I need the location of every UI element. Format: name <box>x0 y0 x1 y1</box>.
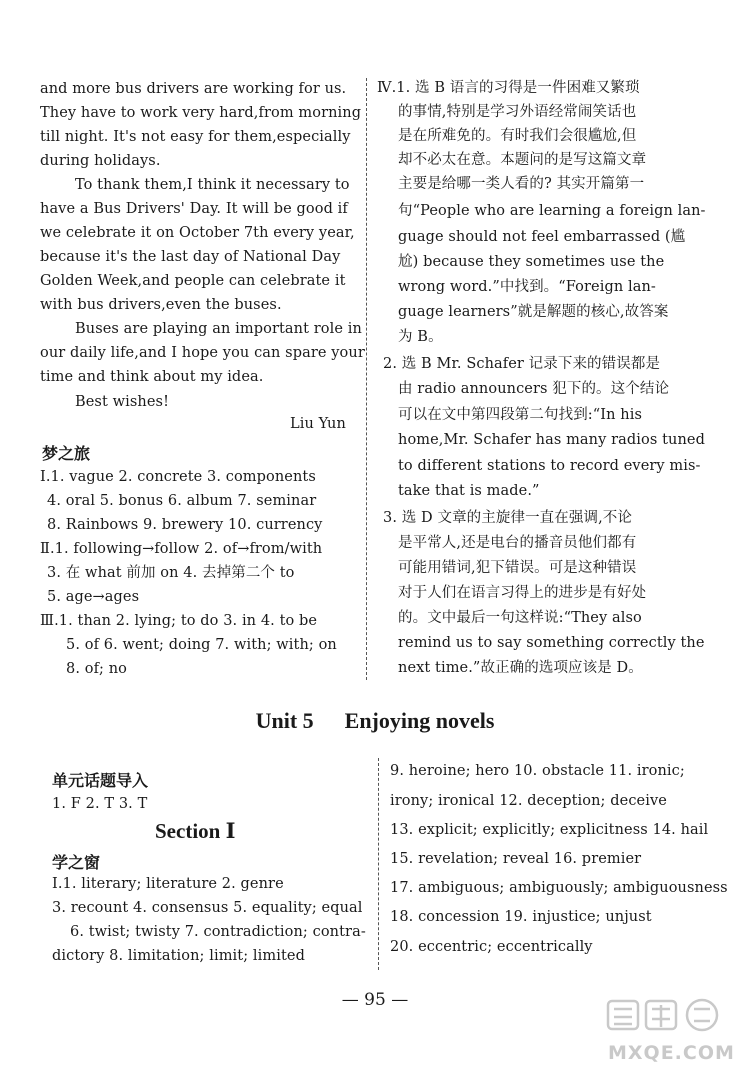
explanation-line: 可能用错词,犯下错误。可是这种错误 <box>398 560 637 576</box>
explanation-line: 却不必太在意。本题问的是写这篇文章 <box>398 152 647 168</box>
explanation-line: wrong word.”中找到。“Foreign lan- <box>398 279 656 295</box>
answer-line: 15. revelation; reveal 16. premier <box>390 851 642 867</box>
explanation-line: 主要是给哪一类人看的? 其实开篇第一 <box>398 176 645 192</box>
letter-line: with bus drivers,even the buses. <box>40 297 282 313</box>
letter-line: because it's the last day of National Day <box>40 249 341 265</box>
letter-line: To thank them,I think it necessary to <box>75 177 350 193</box>
letter-line: our daily life,and I hope you can spare your <box>40 345 365 361</box>
answer-line: 5. age→ages <box>47 589 140 605</box>
explanation-line: 可以在文中第四段第二句找到:“In his <box>398 407 642 423</box>
letter-line: They have to work very hard,from morning <box>40 105 362 121</box>
page-number: — 95 — <box>341 990 409 1010</box>
answer-line: irony; ironical 12. deception; deceive <box>390 793 667 809</box>
answer-line: Ⅱ.1. following→follow 2. of→from/with <box>40 541 323 557</box>
column-divider <box>366 78 367 680</box>
letter-line: have a Bus Drivers' Day. It will be good if <box>40 201 348 217</box>
explanation-line: 对于人们在语言习得上的进步是有好处 <box>398 585 647 601</box>
study-heading: 学之窗 <box>52 853 101 872</box>
intro-answers: 1. F 2. T 3. T <box>52 796 148 812</box>
letter-line: till night. It's not easy for them,especially <box>40 129 351 145</box>
explanation-line: guage should not feel embarrassed (尴 <box>398 229 686 245</box>
letter-closing: Best wishes! <box>75 394 169 410</box>
answer-line: 5. of 6. went; doing 7. with; with; on <box>66 637 337 653</box>
answer-line: 4. oral 5. bonus 6. album 7. seminar <box>47 493 317 509</box>
answer-line: Ⅲ.1. than 2. lying; to do 3. in 4. to be <box>40 613 318 629</box>
answer-line: dictory 8. limitation; limit; limited <box>52 948 305 964</box>
explanation-line: Ⅳ.1. 选 B 语言的习得是一件困难又繁琐 <box>377 80 640 96</box>
explanation-line: 2. 选 B Mr. Schafer 记录下来的错误都是 <box>383 356 661 372</box>
answer-line: 6. twist; twisty 7. contradiction; contra- <box>70 924 366 940</box>
letter-line: we celebrate it on October 7th every year, <box>40 225 355 241</box>
explanation-line: remind us to say something correctly the <box>398 635 705 651</box>
explanation-line: 是平常人,还是电台的播音员他们都有 <box>398 535 637 551</box>
answer-line: 9. heroine; hero 10. obstacle 11. ironic; <box>390 763 685 779</box>
dream-heading: 梦之旅 <box>42 444 91 463</box>
explanation-line: 为 B。 <box>398 329 443 345</box>
letter-line: time and think about my idea. <box>40 369 264 385</box>
unit-title <box>0 708 750 734</box>
unit-number: Unit 5 <box>255 708 314 733</box>
explanation-line: 句“People who are learning a foreign lan- <box>398 203 706 219</box>
letter-line: and more bus drivers are working for us. <box>40 81 347 97</box>
explanation-line: 是在所难免的。有时我们会很尴尬,但 <box>398 128 637 144</box>
column-divider <box>378 758 379 970</box>
letter-signature: Liu Yun <box>290 416 346 432</box>
explanation-line: take that is made.” <box>398 483 540 499</box>
explanation-line: 尬) because they sometimes use the <box>398 254 665 270</box>
answer-line: 8. Rainbows 9. brewery 10. currency <box>47 517 323 533</box>
answer-line: Ⅰ.1. vague 2. concrete 3. components <box>40 469 316 485</box>
answer-line: 8. of; no <box>66 661 128 677</box>
unit-name: Enjoying novels <box>344 708 495 733</box>
explanation-line: next time.”故正确的选项应该是 D。 <box>398 660 643 676</box>
answer-line: 3. 在 what 前加 on 4. 去掉第二个 to <box>47 565 295 581</box>
explanation-line: guage learners”就是解题的核心,故答案 <box>398 304 669 320</box>
svg-text:MXQE.COM: MXQE.COM <box>608 1042 735 1064</box>
answer-line: 13. explicit; explicitly; explicitness 14. hail <box>390 822 709 838</box>
explanation-line: 3. 选 D 文章的主旋律一直在强调,不论 <box>383 510 632 526</box>
letter-line: during holidays. <box>40 153 161 169</box>
answer-line: 3. recount 4. consensus 5. equality; equal <box>52 900 363 916</box>
intro-heading: 单元话题导入 <box>52 771 149 790</box>
explanation-line: to different stations to record every mis- <box>398 458 701 474</box>
answer-line: 17. ambiguous; ambiguously; ambiguousness <box>390 880 728 896</box>
explanation-line: 的事情,特别是学习外语经常闹笑话也 <box>398 104 637 120</box>
section-title: Section Ⅰ <box>155 819 236 843</box>
letter-line: Golden Week,and people can celebrate it <box>40 273 346 289</box>
letter-line: Buses are playing an important role in <box>75 321 362 337</box>
explanation-line: 的。文中最后一句这样说:“They also <box>398 610 642 626</box>
answer-line: 20. eccentric; eccentrically <box>390 939 593 955</box>
explanation-line: home,Mr. Schafer has many radios tuned <box>398 432 705 448</box>
answer-line: Ⅰ.1. literary; literature 2. genre <box>52 876 284 892</box>
explanation-line: 由 radio announcers 犯下的。这个结论 <box>398 381 670 397</box>
answer-line: 18. concession 19. injustice; unjust <box>390 909 652 925</box>
watermark-logo-icon <box>602 997 742 1067</box>
